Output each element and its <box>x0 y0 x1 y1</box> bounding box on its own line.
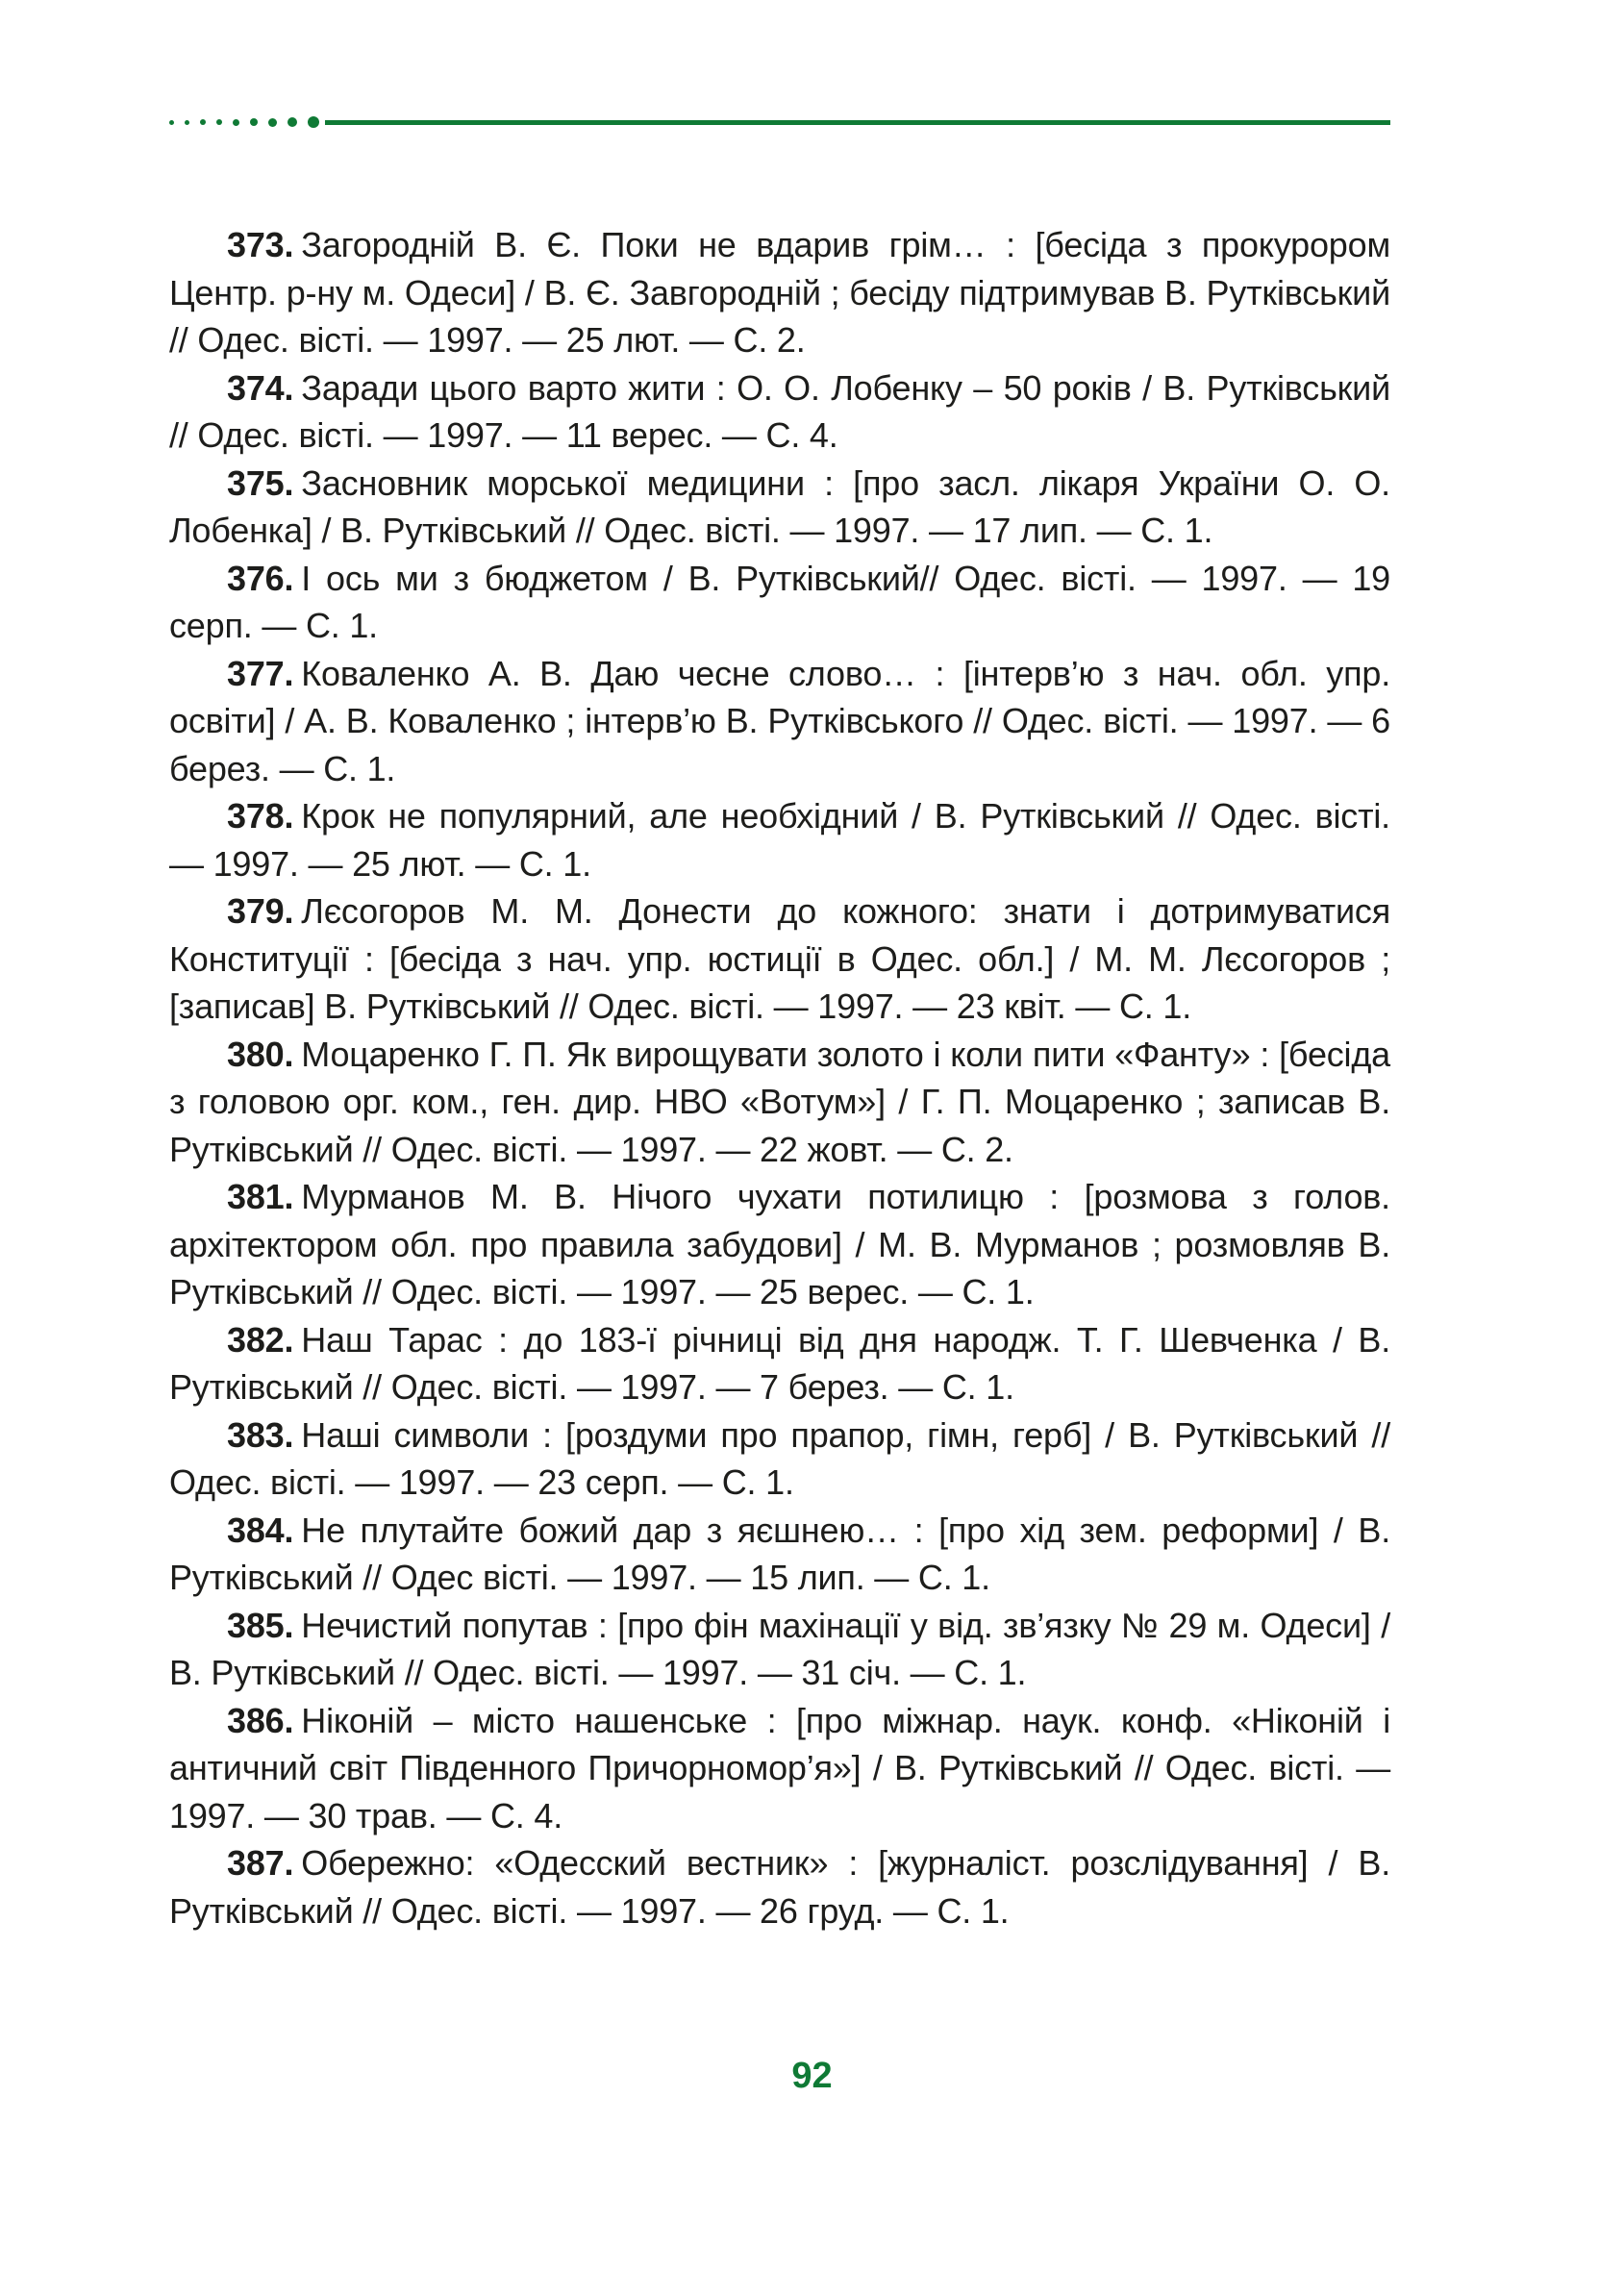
entry-number: 374. <box>227 367 294 408</box>
entry-text: І ось ми з бюджетом / В. Рутківський// Одес. вісті. — 1997. — 19 серп. — С. 1. <box>169 558 1390 645</box>
entry-text: Крок не популярний, але необхідний / В. Рутківський // Одес. вісті. — 1997. — 25 лют. — С. 1. <box>169 796 1390 884</box>
entry-number: 376. <box>227 558 294 598</box>
entry-number: 382. <box>227 1319 294 1360</box>
entry-number: 378. <box>227 796 294 836</box>
dot <box>287 117 297 127</box>
dot <box>200 119 206 125</box>
entry-number: 377. <box>227 653 294 693</box>
dot <box>169 120 174 125</box>
bibliography-entry <box>169 555 1390 650</box>
entry-text: Коваленко А. В. Даю чесне слово… : [інтерв’ю з нач. обл. упр. освіти] / А. В. Коваленко ; інтерв’ю В. Рутківського // Одес. вісті. — 1997. — 6 берез. — С. 1. <box>169 653 1390 788</box>
bibliography-entry <box>169 1411 1390 1507</box>
entry-number: 385. <box>227 1605 294 1645</box>
bibliography-entry <box>169 1173 1390 1316</box>
bibliography-entry <box>169 1697 1390 1840</box>
entry-text: Мурманов М. В. Нічого чухати потилицю : [розмова з голов. архітектором обл. про правила забудови] / М. В. Мурманов ; розмовляв В. Рутківський // Одес. вісті. — 1997. — 25 верес. — С. 1. <box>169 1177 1390 1311</box>
entry-text: Загородній В. Є. Поки не вдарив грім… : [бесіда з прокурором Центр. р-ну м. Одеси] / В. Є. Завгородній ; бесіду підтримував В. Рутківський // Одес. вісті. — 1997. — 25 лют. — С. 2. <box>169 225 1390 360</box>
entry-number: 387. <box>227 1843 294 1883</box>
entry-number: 383. <box>227 1414 294 1455</box>
bibliography-list <box>169 221 1390 1935</box>
bibliography-entry <box>169 1316 1390 1411</box>
header-rule <box>169 115 1390 129</box>
entry-text: Наші символи : [роздуми про прапор, гімн, герб] / В. Рутківський // Одес. вісті. — 1997. — 23 серп. — С. 1. <box>169 1414 1390 1502</box>
entry-text: Обережно: «Одесский вестник» : [журналіст. розслідування] / В. Рутківський // Одес. вісті. — 1997. — 26 груд. — С. 1. <box>169 1843 1390 1931</box>
dot <box>308 116 319 128</box>
bibliography-entry <box>169 887 1390 1031</box>
bibliography-entry <box>169 1031 1390 1174</box>
dot <box>216 119 222 125</box>
entry-number: 380. <box>227 1034 294 1074</box>
entry-number: 386. <box>227 1700 294 1740</box>
entry-text: Засновник морської медицини : [про засл. лікаря України О. О. Лобенка] / В. Рутківський // Одес. вісті. — 1997. — 17 лип. — С. 1. <box>169 462 1390 550</box>
entry-text: Нечистий попутав : [про фін махінації у від. зв’язку № 29 м. Одеси] / В. Рутківський // Одес. вісті. — 1997. — 31 січ. — С. 1. <box>169 1605 1390 1692</box>
entry-number: 375. <box>227 462 294 503</box>
bibliography-entry <box>169 1507 1390 1602</box>
bibliography-entry <box>169 364 1390 460</box>
entry-text: Моцаренко Г. П. Як вирощувати золото і коли пити «Фанту» : [бесіда з головою орг. ком., ген. дир. НВО «Вотум»] / Г. П. Моцаренко ; записав В. Рутківський // Одес. вісті. — 1997. — 22 жовт. — С. 2. <box>169 1034 1390 1169</box>
dot <box>185 120 189 125</box>
entry-text: Заради цього варто жити : О. О. Лобенку – 50 років / В. Рутківський // Одес. вісті. — 1997. — 11 верес. — С. 4. <box>169 367 1390 455</box>
entry-number: 379. <box>227 891 294 931</box>
bibliography-entry <box>169 1839 1390 1935</box>
entry-text: Наш Тарас : до 183-ї річниці від дня народж. Т. Г. Шевченка / В. Рутківський // Одес. вісті. — 1997. — 7 берез. — С. 1. <box>169 1319 1390 1407</box>
entry-number: 381. <box>227 1177 294 1216</box>
bibliography-entry <box>169 460 1390 555</box>
entry-text: Ніконій – місто нашенське : [про міжнар. наук. конф. «Ніконій і античний світ Південного Причорномор’я»] / В. Рутківський // Одес. вісті. — 1997. — 30 трав. — С. 4. <box>169 1700 1390 1835</box>
header-line <box>325 120 1390 125</box>
page-number: 92 <box>791 2056 833 2096</box>
bibliography-entry <box>169 221 1390 364</box>
entry-number: 384. <box>227 1510 294 1550</box>
dot <box>268 118 277 127</box>
entry-number: 373. <box>227 225 294 264</box>
bibliography-entry <box>169 650 1390 793</box>
dot <box>250 118 258 126</box>
dot <box>233 119 239 126</box>
entry-text: Не плутайте божий дар з яєшнею… : [про хід зем. реформи] / В. Рутківський // Одес вісті. — 1997. — 15 лип. — С. 1. <box>169 1510 1390 1597</box>
bibliography-entry <box>169 1602 1390 1697</box>
entry-text: Лєсогоров М. М. Донести до кожного: знати і дотримуватися Конституції : [бесіда з нач. упр. юстиції в Одес. обл.] / М. М. Лєсогоров ; [записав] В. Рутківський // Одес. вісті. — 1997. — 23 квіт. — С. 1. <box>169 891 1390 1026</box>
header-dots <box>169 116 325 128</box>
bibliography-entry <box>169 792 1390 887</box>
